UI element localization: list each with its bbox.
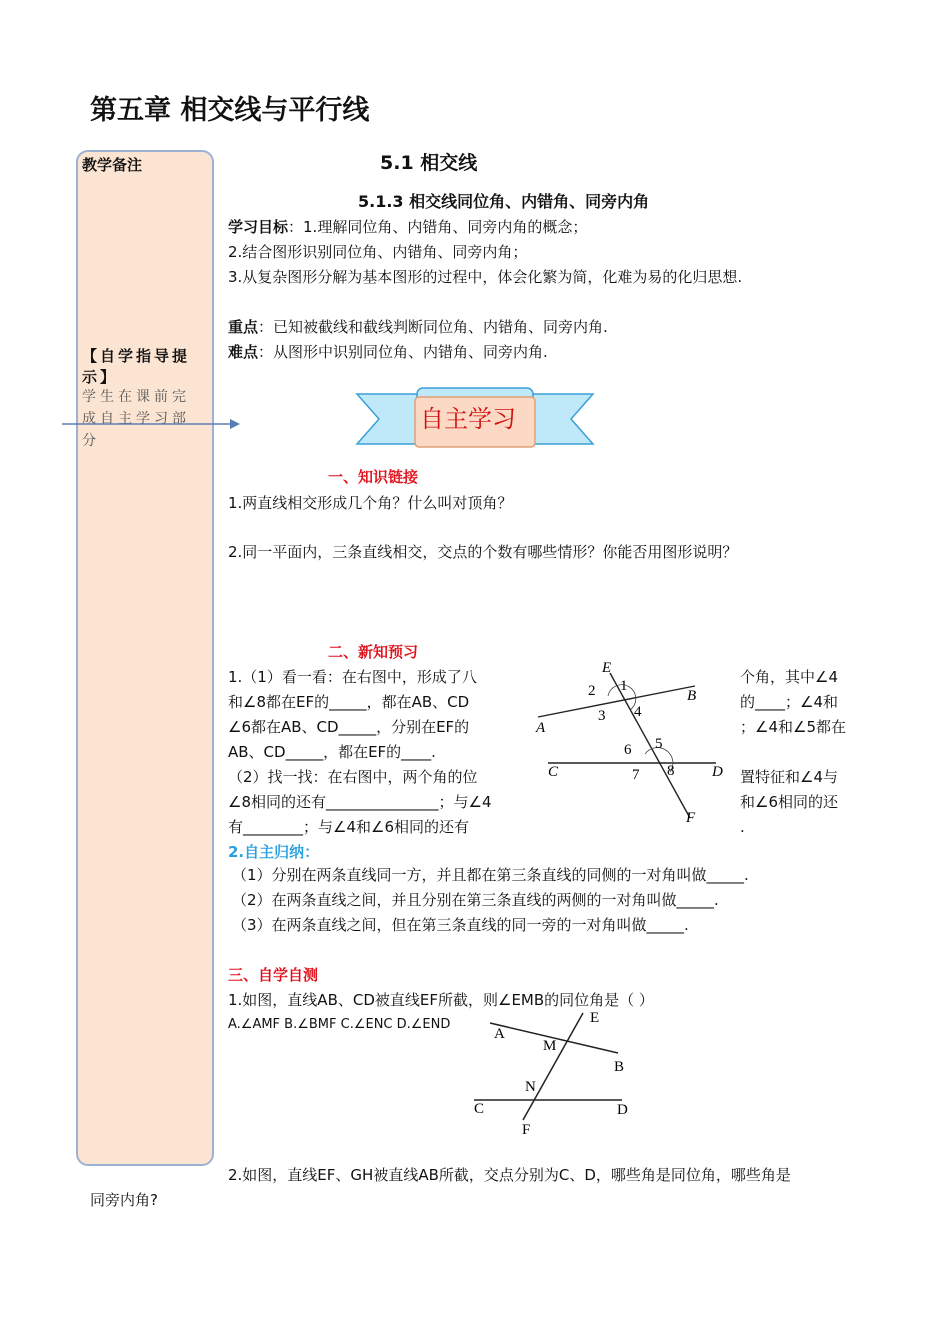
fig2-label-f: F bbox=[522, 1122, 531, 1138]
sidebar-hint-title: 【自学指导提示】 bbox=[82, 347, 191, 386]
fig1-label-d: D bbox=[712, 764, 723, 780]
part2-left-line3: ∠6都在AB、CD_____，分别在EF的 bbox=[228, 718, 470, 736]
goals-line2: 2.结合图形识别同位角、内错角、同旁内角； bbox=[228, 243, 528, 261]
part3-options: A.∠AMF B.∠BMF C.∠ENC D.∠END bbox=[228, 1017, 451, 1032]
fig1-angle-2: 2 bbox=[588, 683, 596, 699]
fig2-label-m: M bbox=[543, 1038, 557, 1054]
fig2-label-e: E bbox=[590, 1010, 600, 1026]
part3-heading: 三、自学自测 bbox=[228, 966, 319, 984]
fig1-label-c: C bbox=[548, 764, 559, 780]
arrow-icon bbox=[60, 414, 245, 434]
figure-eight-angles bbox=[530, 660, 735, 830]
part2-left-line4: AB、CD_____，都在EF的____. bbox=[228, 743, 436, 761]
part2-right-line5: 置特征和∠4与 bbox=[740, 768, 838, 786]
sidebar-hint-text: 学生在课前完成自主学习部分 bbox=[82, 389, 190, 449]
fig1-label-a: A bbox=[536, 720, 546, 736]
summary-heading: 2.自主归纳： bbox=[228, 843, 320, 861]
part2-heading: 二、新知预习 bbox=[328, 643, 419, 661]
part2-left-line2: 和∠8都在EF的_____，都在AB、CD bbox=[228, 693, 470, 711]
part2-right-line1: 个角，其中∠4 bbox=[740, 668, 838, 686]
part2-left-line7: 有________；与∠4和∠6相同的还有 bbox=[228, 818, 469, 836]
sidebar-title: 教学备注 bbox=[82, 156, 143, 174]
key-point: 重点：已知被截线和截线判断同位角、内错角、同旁内角. bbox=[228, 318, 608, 336]
fig2-label-a: A bbox=[494, 1026, 505, 1042]
teaching-notes-sidebar bbox=[76, 150, 214, 1166]
fig1-angle-4: 4 bbox=[634, 704, 642, 720]
summary-item3: （3）在两条直线之间，但在第三条直线的同一旁的一对角叫做_____. bbox=[232, 916, 689, 934]
fig2-label-d: D bbox=[617, 1102, 628, 1118]
part2-right-line6: 和∠6相同的还 bbox=[740, 793, 838, 811]
part3-question2-line1: 2.如图，直线EF、GH被直线AB所截，交点分别为C、D，哪些角是同位角，哪些角是 bbox=[228, 1166, 791, 1184]
part2-right-line2: 的____；∠4和 bbox=[740, 693, 838, 711]
part1-question2: 2.同一平面内，三条直线相交，交点的个数有哪些情形？你能否用图形说明？ bbox=[228, 543, 738, 561]
fig1-angle-3: 3 bbox=[598, 708, 606, 724]
section-title: 5.1 相交线 bbox=[380, 152, 478, 174]
fig1-angle-5: 5 bbox=[655, 736, 663, 752]
part3-question1: 1.如图，直线AB、CD被直线EF所截，则∠EMB的同位角是（ ） bbox=[228, 991, 654, 1009]
part2-left-line1: 1.（1）看一看：在右图中，形成了八 bbox=[228, 668, 477, 686]
summary-item1: （1）分别在两条直线同一方，并且都在第三条直线的同侧的一对角叫做_____. bbox=[232, 866, 749, 884]
summary-item2: （2）在两条直线之间，并且分别在第三条直线的两侧的一对角叫做_____. bbox=[232, 891, 719, 909]
banner-text: 自主学习 bbox=[420, 405, 516, 433]
difficulty: 难点：从图形中识别同位角、内错角、同旁内角. bbox=[228, 343, 548, 361]
fig1-label-f: F bbox=[686, 810, 696, 826]
fig2-label-n: N bbox=[525, 1079, 536, 1095]
goals-line1: 学习目标：1.理解同位角、内错角、同旁内角的概念； bbox=[228, 218, 588, 236]
chapter-title: 第五章 相交线与平行线 bbox=[90, 95, 370, 126]
fig1-label-e: E bbox=[602, 660, 612, 676]
fig1-angle-1: 1 bbox=[620, 678, 628, 694]
figure-transversal bbox=[470, 1005, 640, 1140]
fig1-label-b: B bbox=[687, 688, 697, 704]
part3-question2-line2: 同旁内角? bbox=[90, 1191, 158, 1209]
goals-line3: 3.从复杂图形分解为基本图形的过程中，体会化繁为简，化难为易的化归思想. bbox=[228, 268, 743, 286]
subsection-title: 5.1.3 相交线同位角、内错角、同旁内角 bbox=[358, 192, 650, 211]
fig1-angle-6: 6 bbox=[624, 742, 632, 758]
fig1-angle-8: 8 bbox=[667, 763, 675, 779]
fig1-angle-7: 7 bbox=[632, 767, 640, 783]
part2-left-line5: （2）找一找：在右图中，两个角的位 bbox=[228, 768, 478, 786]
part2-right-line3: ；∠4和∠5都在 bbox=[740, 718, 846, 736]
fig2-label-b: B bbox=[614, 1059, 625, 1075]
fig2-label-c: C bbox=[474, 1101, 485, 1117]
part1-heading: 一、知识链接 bbox=[328, 468, 419, 486]
part2-right-line7: . bbox=[740, 818, 745, 836]
part2-left-line6: ∠8相同的还有_______________；与∠4 bbox=[228, 793, 492, 811]
part1-question1: 1.两直线相交形成几个角？什么叫对顶角？ bbox=[228, 494, 513, 512]
